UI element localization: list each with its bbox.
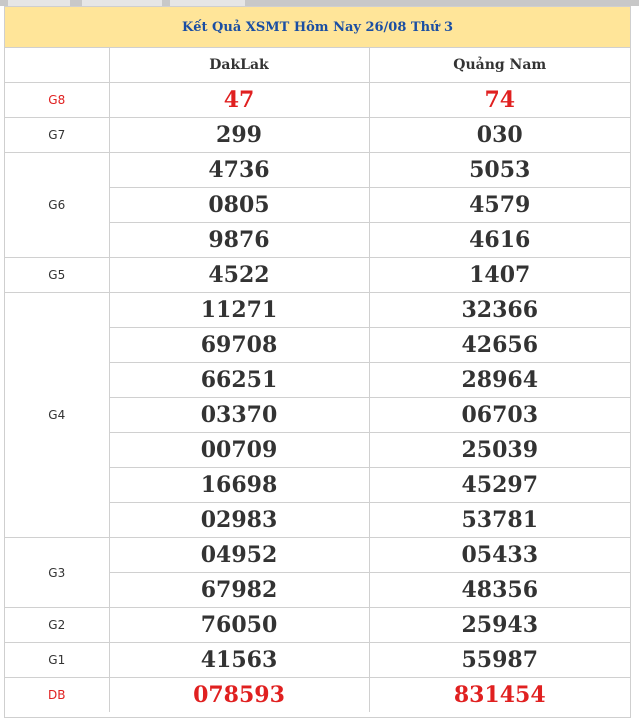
g6-quangnam: 4579 bbox=[369, 188, 630, 223]
g4-daklak: 11271 bbox=[109, 293, 369, 328]
g3-quangnam: 05433 bbox=[369, 538, 630, 573]
g4-quangnam: 42656 bbox=[369, 328, 630, 363]
g8-daklak: 47 bbox=[109, 83, 369, 118]
prize-label-g6: G6 bbox=[5, 153, 109, 258]
db-quangnam: 831454 bbox=[369, 678, 630, 713]
g2-quangnam: 25943 bbox=[369, 608, 630, 643]
g3-quangnam: 48356 bbox=[369, 573, 630, 608]
g4-daklak: 69708 bbox=[109, 328, 369, 363]
g1-quangnam: 55987 bbox=[369, 643, 630, 678]
g6-quangnam: 5053 bbox=[369, 153, 630, 188]
prize-label-g7: G7 bbox=[5, 118, 109, 153]
g3-daklak: 67982 bbox=[109, 573, 369, 608]
g5-quangnam: 1407 bbox=[369, 258, 630, 293]
g4-daklak: 00709 bbox=[109, 433, 369, 468]
prize-row-g8 bbox=[5, 83, 630, 118]
prize-label-g4: G4 bbox=[5, 293, 109, 538]
g1-daklak: 41563 bbox=[109, 643, 369, 678]
g4-daklak: 66251 bbox=[109, 363, 369, 398]
g4-quangnam: 25039 bbox=[369, 433, 630, 468]
g3-daklak: 04952 bbox=[109, 538, 369, 573]
g4-daklak: 03370 bbox=[109, 398, 369, 433]
g6-daklak: 4736 bbox=[109, 153, 369, 188]
g6-daklak: 0805 bbox=[109, 188, 369, 223]
prize-row-db bbox=[5, 678, 630, 713]
g5-daklak: 4522 bbox=[109, 258, 369, 293]
results-title: Kết Quả XSMT Hôm Nay 26/08 Thứ 3 bbox=[5, 7, 630, 48]
prize-row-g7 bbox=[5, 118, 630, 153]
province-header-quangnam: Quảng Nam bbox=[369, 48, 630, 83]
province-header-daklak: DakLak bbox=[109, 48, 369, 83]
prize-row-g6 bbox=[5, 153, 630, 188]
header-blank-cell bbox=[5, 48, 109, 83]
g4-quangnam: 28964 bbox=[369, 363, 630, 398]
g4-quangnam: 06703 bbox=[369, 398, 630, 433]
prize-label-g3: G3 bbox=[5, 538, 109, 608]
g4-quangnam: 32366 bbox=[369, 293, 630, 328]
header-row bbox=[5, 48, 630, 83]
prize-label-db: DB bbox=[5, 678, 109, 713]
prize-row-g3 bbox=[5, 538, 630, 573]
results-table bbox=[5, 48, 630, 712]
prize-label-g1: G1 bbox=[5, 643, 109, 678]
prize-row-g1 bbox=[5, 643, 630, 678]
g2-daklak: 76050 bbox=[109, 608, 369, 643]
prize-label-g8: G8 bbox=[5, 83, 109, 118]
g4-daklak: 16698 bbox=[109, 468, 369, 503]
g4-quangnam: 53781 bbox=[369, 503, 630, 538]
g4-daklak: 02983 bbox=[109, 503, 369, 538]
results-table-frame bbox=[4, 6, 631, 718]
prize-label-g5: G5 bbox=[5, 258, 109, 293]
db-daklak: 078593 bbox=[109, 678, 369, 713]
prize-row-g4 bbox=[5, 293, 630, 328]
prize-label-g2: G2 bbox=[5, 608, 109, 643]
g7-daklak: 299 bbox=[109, 118, 369, 153]
prize-row-g2 bbox=[5, 608, 630, 643]
g7-quangnam: 030 bbox=[369, 118, 630, 153]
g4-quangnam: 45297 bbox=[369, 468, 630, 503]
prize-row-g5 bbox=[5, 258, 630, 293]
g6-daklak: 9876 bbox=[109, 223, 369, 258]
g6-quangnam: 4616 bbox=[369, 223, 630, 258]
g8-quangnam: 74 bbox=[369, 83, 630, 118]
